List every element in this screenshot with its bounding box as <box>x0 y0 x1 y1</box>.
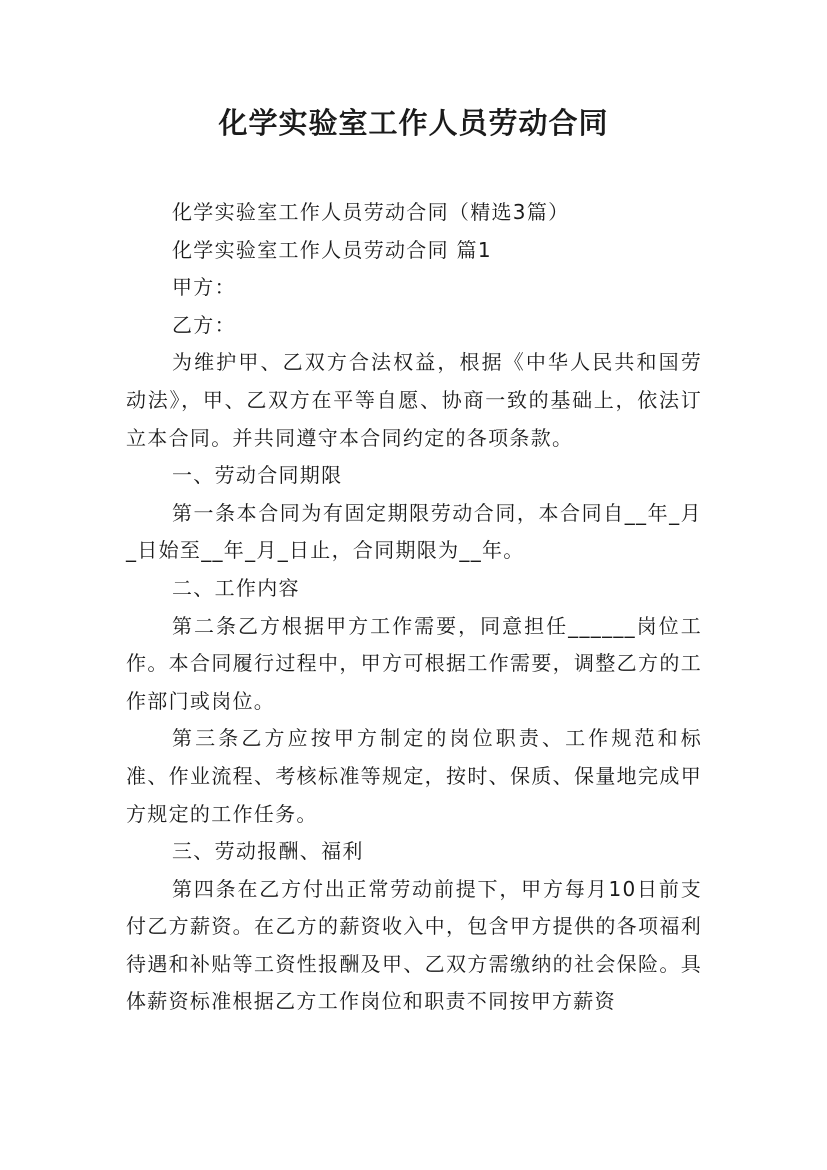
article-3-paragraph: 第三条乙方应按甲方制定的岗位职责、工作规范和标准、作业流程、考核标准等规定，按时、保质、保量地完成甲方规定的工作任务。 <box>126 726 702 826</box>
document-title: 化学实验室工作人员劳动合同 <box>218 106 609 140</box>
party-a-label: 甲方： <box>172 275 236 300</box>
document-body <box>126 194 702 1021</box>
party-b-label: 乙方： <box>172 312 236 337</box>
subtitle-part-1: 化学实验室工作人员劳动合同 篇1 <box>172 237 492 262</box>
article-2-paragraph: 第二条乙方根据甲方工作需要，同意担任______岗位工作。本合同履行过程中，甲方可根据工作需要，调整乙方的工作部门或岗位。 <box>126 613 702 713</box>
subtitle-collection: 化学实验室工作人员劳动合同（精选3篇） <box>172 200 570 224</box>
article-4-paragraph: 第四条在乙方付出正常劳动前提下，甲方每月10日前支付乙方薪资。在乙方的薪资收入中，包含甲方提供的各项福利待遇和补贴等工资性报酬及甲、乙双方需缴纳的社会保险。具体薪资标准根据乙方工作岗位和职责不同按甲方薪资 <box>126 876 702 1014</box>
section-heading-work-content: 二、工作内容 <box>172 575 300 600</box>
preamble-paragraph: 为维护甲、乙双方合法权益，根据《中华人民共和国劳动法》，甲、乙双方在平等自愿、协商一致的基础上，依法订立本合同。并共同遵守本合同约定的各项条款。 <box>126 350 702 450</box>
section-heading-compensation: 三、劳动报酬、福利 <box>172 839 364 864</box>
section-heading-term: 一、劳动合同期限 <box>172 463 343 488</box>
article-1-paragraph: 第一条本合同为有固定期限劳动合同，本合同自__年_月_日始至__年_月_日止，合同期限为__年。 <box>126 500 702 563</box>
